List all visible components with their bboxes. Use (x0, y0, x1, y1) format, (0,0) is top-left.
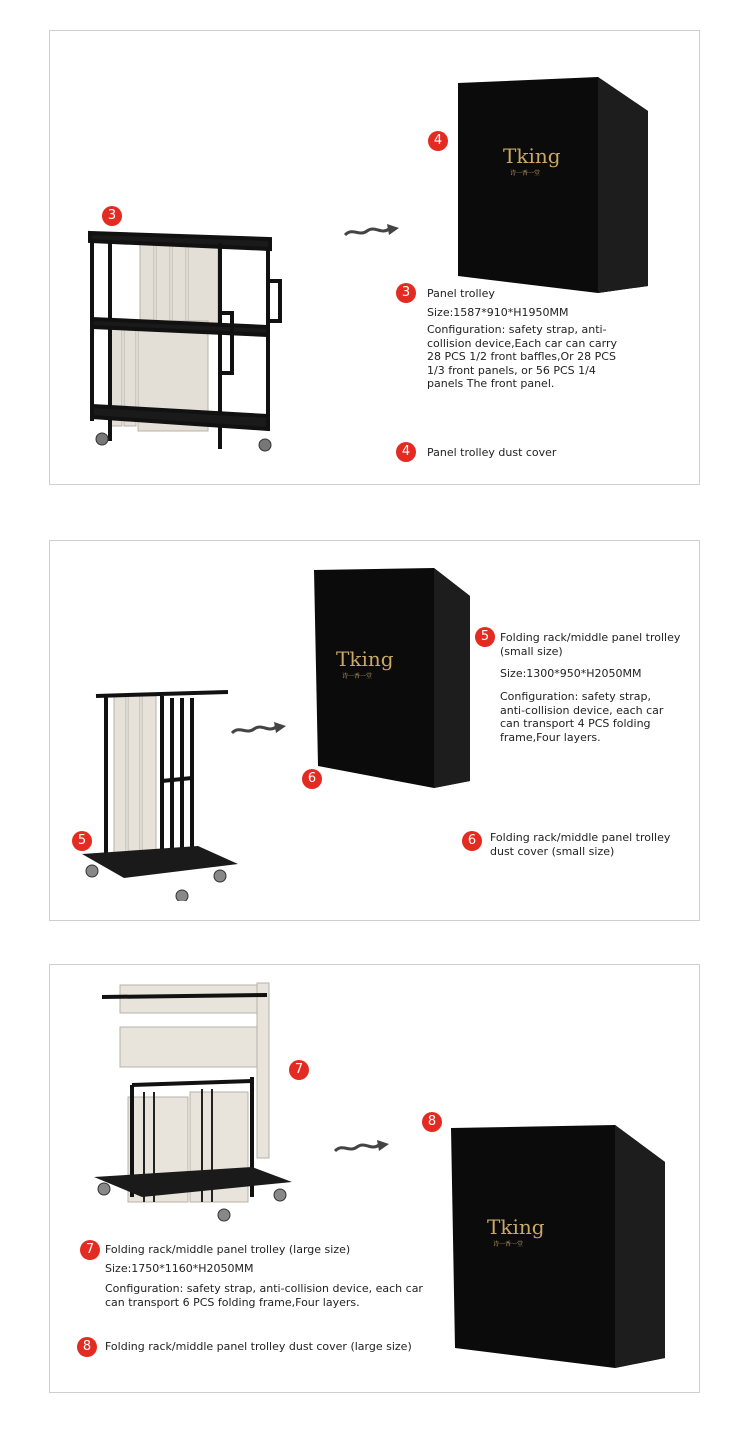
large-folding-trolley-image (92, 977, 302, 1222)
item-config: Configuration: safety strap, anti-collision device, each car can transport 4 PCS folding frame,Four layers. (500, 690, 664, 744)
badge-5-text: 5 (475, 627, 495, 647)
item-title: Panel trolley dust cover (427, 446, 557, 459)
badge-7-image: 7 (289, 1060, 309, 1080)
badge-7-text: 7 (80, 1240, 100, 1260)
arrow-icon (230, 719, 290, 739)
section-large-folding-trolley (49, 964, 700, 1393)
item-title: Folding rack/middle panel trolley (large size) (105, 1243, 351, 1256)
arrow-icon (343, 221, 403, 241)
item-title: Panel trolley (427, 287, 495, 300)
dust-cover-image (445, 1120, 670, 1375)
logo-tagline: 诗一香一堂 (342, 673, 373, 680)
arrow-icon (333, 1137, 393, 1157)
logo-text: Tking (503, 144, 561, 168)
item-size: Size:1300*950*H2050MM (500, 667, 642, 680)
item-title: Folding rack/middle panel trolley dust cover (large size) (105, 1340, 412, 1353)
logo-text: Tking (336, 647, 394, 671)
badge-8-image: 8 (422, 1112, 442, 1132)
item-title: Folding rack/middle panel trolley dust cover (small size) (490, 831, 671, 858)
logo-text: Tking (487, 1215, 545, 1239)
badge-6-image: 6 (302, 769, 322, 789)
item-title: Folding rack/middle panel trolley (small size) (500, 631, 681, 658)
panel-trolley-image (80, 221, 310, 456)
dust-cover-image (310, 566, 480, 796)
badge-4-text: 4 (396, 442, 416, 462)
badge-3-image: 3 (102, 206, 122, 226)
badge-8-text: 8 (77, 1337, 97, 1357)
item-size: Size:1587*910*H1950MM (427, 306, 569, 319)
logo-tagline: 诗一香一堂 (510, 170, 541, 177)
item-size: Size:1750*1160*H2050MM (105, 1262, 254, 1275)
logo-tagline: 诗一香一堂 (493, 1241, 524, 1248)
section-small-folding-trolley (49, 540, 700, 921)
small-folding-trolley-image (78, 686, 248, 901)
dust-cover-image (448, 71, 658, 301)
item-config: Configuration: safety strap, anti-collision device, each car can transport 6 PCS folding frame,Four layers. (105, 1282, 423, 1309)
section-panel-trolley (49, 30, 700, 485)
item-config: Configuration: safety strap, anti-collision device,Each car can carry 28 PCS 1/2 front baffles,Or 28 PCS 1/3 front panels, or 56 PCS 1/4 panels The front panel. (427, 323, 617, 390)
badge-3-text: 3 (396, 283, 416, 303)
badge-4-image: 4 (428, 131, 448, 151)
badge-5-image: 5 (72, 831, 92, 851)
badge-6-text: 6 (462, 831, 482, 851)
